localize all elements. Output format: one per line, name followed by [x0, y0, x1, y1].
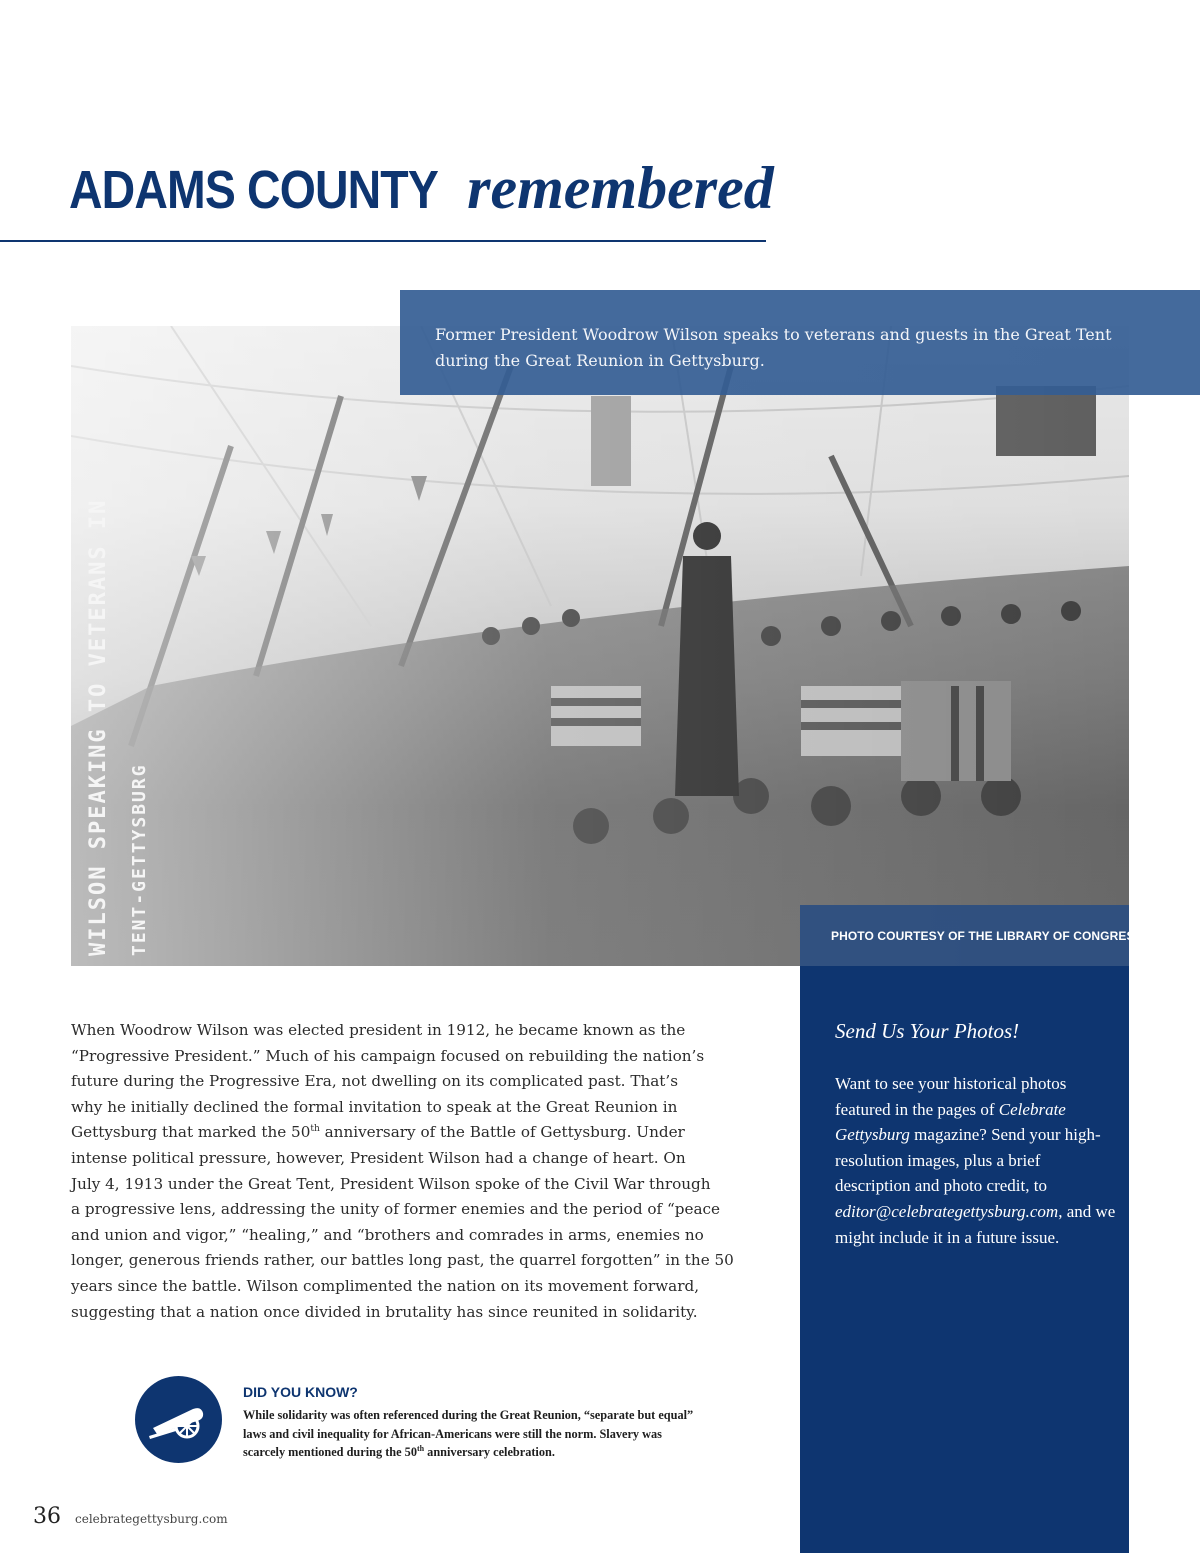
historical-photo — [71, 326, 1129, 966]
article-line: longer, generous friends rather, our battles long past, the quarrel forgotten” in the 50 — [71, 1251, 734, 1270]
negative-inscription-1: WILSON SPEAKING TO VETERANS IN — [86, 498, 111, 956]
title-rule — [0, 240, 766, 242]
article-line: When Woodrow Wilson was elected president in 1912, he became known as the — [71, 1021, 686, 1039]
article-line: July 4, 1913 under the Great Tent, President Wilson spoke of the Civil War through — [71, 1174, 711, 1193]
article-line: why he initially declined the formal invitation to speak at the Great Reunion in — [71, 1097, 678, 1116]
did-you-know-title: DID YOU KNOW? — [243, 1384, 358, 1400]
photo-credit-box — [800, 905, 1143, 966]
photo-illustration — [71, 326, 1129, 966]
article-line5-before: Gettysburg that marked the 50 — [71, 1123, 311, 1142]
article-line: years since the battle. Wilson complimented the nation on its movement forward, — [71, 1276, 700, 1295]
website-url[interactable]: celebrategettysburg.com — [75, 1512, 228, 1526]
negative-inscription-2: TENT-GETTYSBURG — [129, 763, 150, 956]
magazine-name: Celebrate Gettysburg — [835, 1099, 1066, 1145]
ordinal-suffix: th — [310, 1124, 320, 1135]
sidebar-body — [835, 1071, 1117, 1250]
article-line — [71, 1120, 771, 1146]
dyk-line: laws and civil inequality for African-Americans were still the norm. Slavery was — [243, 1426, 662, 1441]
dyk-line3-before: scarcely mentioned during the 50 — [243, 1445, 417, 1459]
photo-credit: PHOTO COURTESY OF THE LIBRARY OF CONGRESS — [831, 929, 1143, 943]
dyk-line — [243, 1443, 783, 1462]
dyk-line3-after: anniversary celebration. — [424, 1445, 555, 1459]
article-line: “Progressive President.” Much of his campaign focused on rebuilding the nation’s — [71, 1046, 705, 1065]
cannon-icon — [135, 1376, 222, 1463]
photo-caption: Former President Woodrow Wilson speaks to veterans and guests in the Great Tent during the Great Reunion in Gettysburg. — [435, 325, 1112, 370]
article-line: and union and vigor,” “healing,” and “brothers and comrades in arms, enemies no — [71, 1225, 704, 1244]
sidebar-text-3: , and we might include it in a future issue. — [835, 1201, 1116, 1247]
page-title — [69, 155, 774, 221]
dyk-line: While solidarity was often referenced during the Great Reunion, “separate but equal” — [243, 1408, 694, 1422]
article-line: future during the Progressive Era, not dwelling on its complicated past. That’s — [71, 1072, 679, 1091]
article-line5-after: anniversary of the Battle of Gettysburg. Under — [319, 1123, 685, 1142]
ordinal-suffix: th — [416, 1443, 425, 1453]
sidebar-heading: Send Us Your Photos! — [835, 1019, 1020, 1043]
page-number: 36 — [33, 1504, 61, 1529]
did-you-know-text — [243, 1406, 783, 1462]
send-photos-sidebar — [800, 966, 1129, 1553]
sidebar-text-1: Want to see your historical photos featured in the pages of — [835, 1074, 1067, 1119]
photo-caption-box — [400, 290, 1200, 395]
article-line: suggesting that a nation once divided in brutality has since reunited in solidarity. — [71, 1302, 698, 1321]
title-caps: ADAMS COUNTY — [69, 160, 438, 220]
article-line: intense political pressure, however, President Wilson had a change of heart. On — [71, 1148, 686, 1167]
article-line: a progressive lens, addressing the unity of former enemies and the period of “peace — [71, 1200, 720, 1219]
article-body — [71, 1018, 771, 1325]
sidebar-text-2: magazine? Send your high-resolution images, plus a brief description and photo credit, to — [835, 1125, 1101, 1196]
email-link[interactable]: editor@celebrategettysburg.com — [835, 1201, 1059, 1221]
title-script: remembered — [467, 155, 774, 221]
